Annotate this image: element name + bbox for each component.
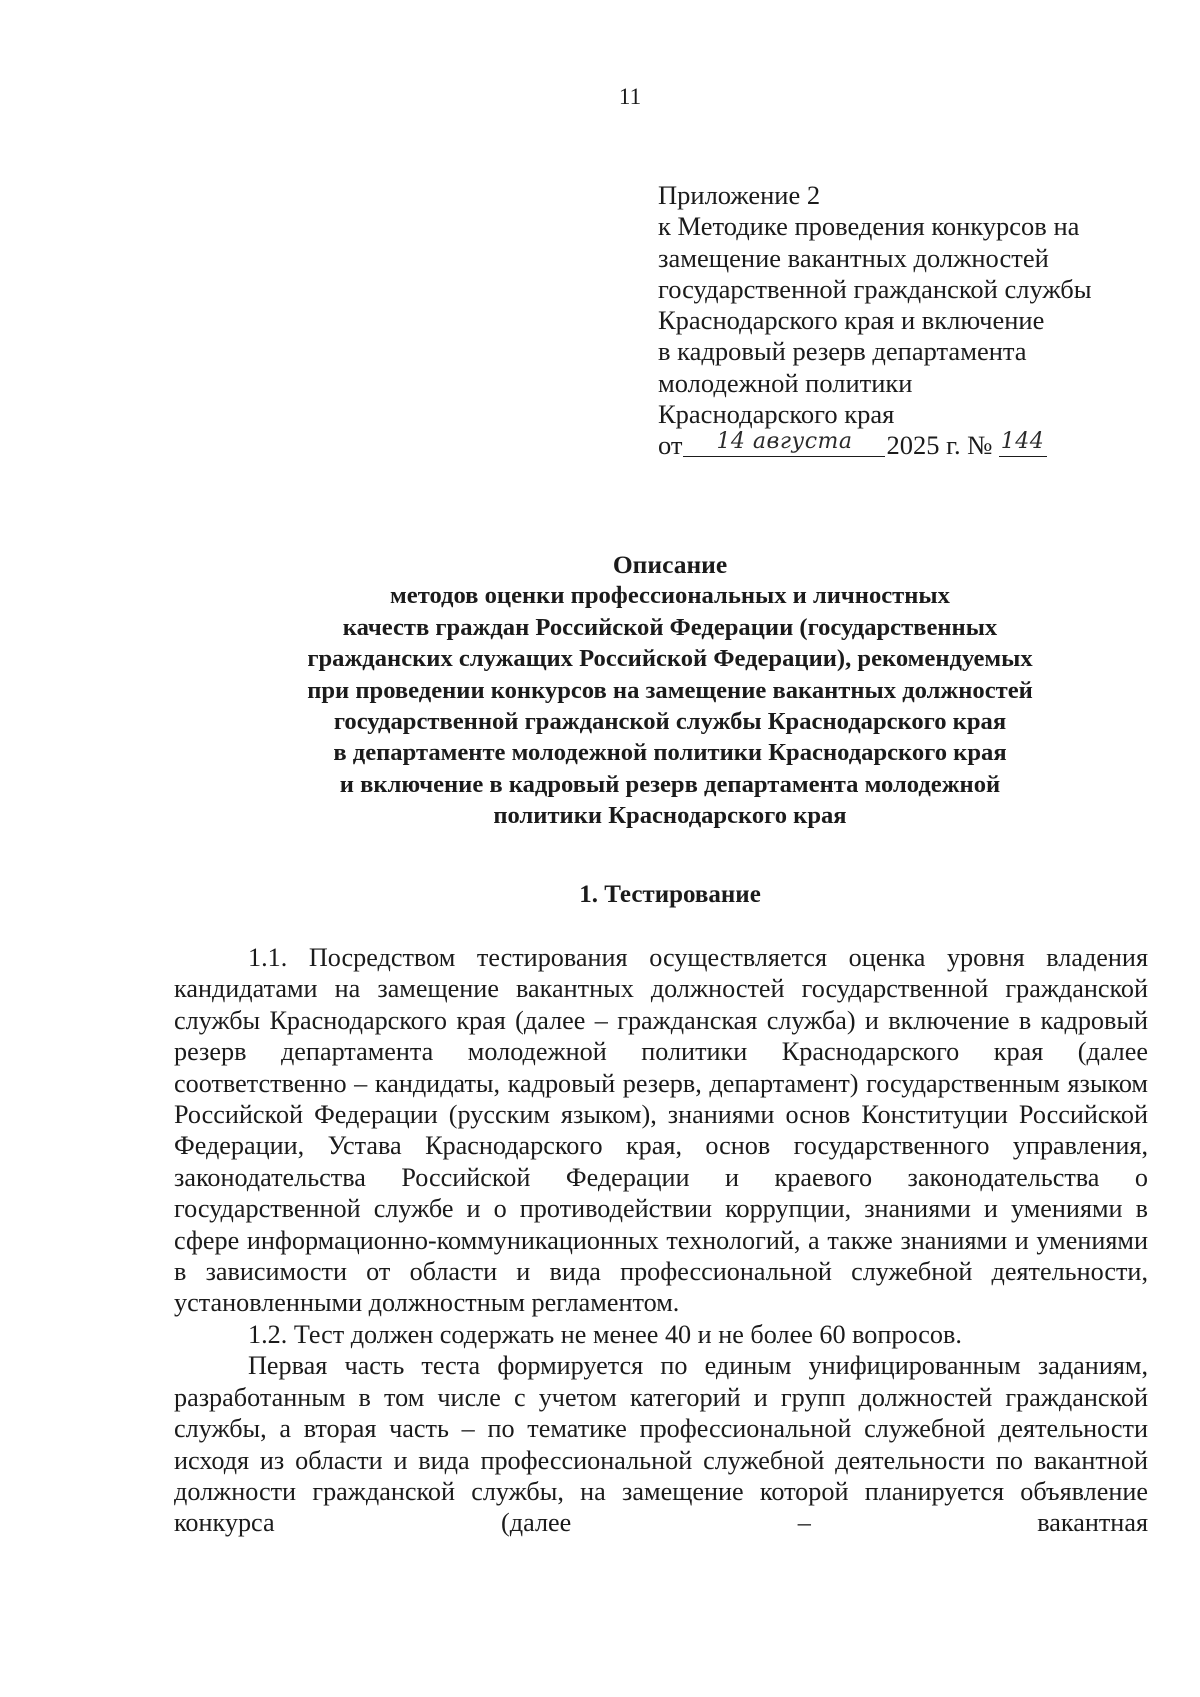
title-line: политики Краснодарского края	[493, 802, 847, 830]
appendix-line: Краснодарского края	[658, 399, 895, 430]
title-line: методов оценки профессиональных и личностных	[390, 582, 950, 610]
title-main: Описание	[612, 550, 728, 579]
document-title	[210, 549, 1130, 832]
paragraph-1-2: 1.2. Тест должен содержать не менее 40 и не более 60 вопросов.	[248, 1319, 962, 1349]
title-line: в департаменте молодежной политики Краснодарского края	[333, 739, 1007, 767]
appendix-line: Краснодарского края и включение	[658, 305, 1045, 336]
title-line: гражданских служащих Российской Федерации), рекомендуемых	[307, 645, 1033, 673]
title-line: качеств граждан Российской Федерации (государственных	[342, 613, 998, 641]
paragraph-test-parts: Первая часть теста формируется по единым унифицированным заданиям, разработанным в том числе с учетом категорий и групп должностей гражданской службы, а вторая часть – по тематике профессиональной служебной деятельности исходя из области и вида профессиональной служебной деятельности по вакантной должности гражданской службы, на замещение которой планируется объявление конкурса (далее – вакантная	[174, 1351, 1148, 1538]
appendix-line: молодежной политики	[658, 367, 913, 398]
date-blank	[683, 429, 885, 457]
appendix-block	[658, 180, 1178, 462]
title-line: и включение в кадровый резерв департамента молодежной	[339, 770, 1001, 798]
title-line: при проведении конкурсов на замещение вакантных должностей	[307, 676, 1033, 704]
year-and-number-label: 2025 г. №	[886, 430, 993, 461]
appendix-title: Приложение 2	[658, 180, 821, 210]
appendix-line: в кадровый резерв департамента	[658, 336, 1027, 367]
handwritten-date: 14 августа	[716, 429, 853, 455]
handwritten-number: 144	[1000, 429, 1045, 455]
number-blank	[999, 429, 1047, 457]
section-heading: 1. Тестирование	[579, 881, 761, 908]
approval-date-line	[658, 430, 1178, 461]
appendix-line: к Методике проведения конкурсов на	[658, 211, 1080, 242]
document-body	[174, 942, 1148, 1539]
date-prefix: от	[658, 430, 683, 461]
paragraph-1-1: 1.1. Посредством тестирования осуществляется оценка уровня владения кандидатами на замещение вакантных должностей государственной гражданской службы Краснодарского края (далее – гражданская служба) и включение в кадровый резерв департамента молодежной политики Краснодарского края (далее соответственно – кандидаты, кадровый резерв, департамент) государственным языком Российской Федерации (русским языком), знаниями основ Конституции Российской Федерации, Устава Краснодарского края, основ государственного управления, законодательства Российской Федерации и краевого законодательства о государственной службе и о противодействии коррупции, знаниями и умениями в сфере информационно-коммуникационных технологий, а также знаниями и умениями в зависимости от области и вида профессиональной служебной деятельности, установленными должностным регламентом.	[174, 943, 1148, 1318]
page-number: 11	[618, 84, 642, 109]
title-line: государственной гражданской службы Краснодарского края	[333, 708, 1007, 736]
appendix-line: государственной гражданской службы	[658, 273, 1092, 304]
appendix-line: замещение вакантных должностей	[658, 242, 1049, 273]
